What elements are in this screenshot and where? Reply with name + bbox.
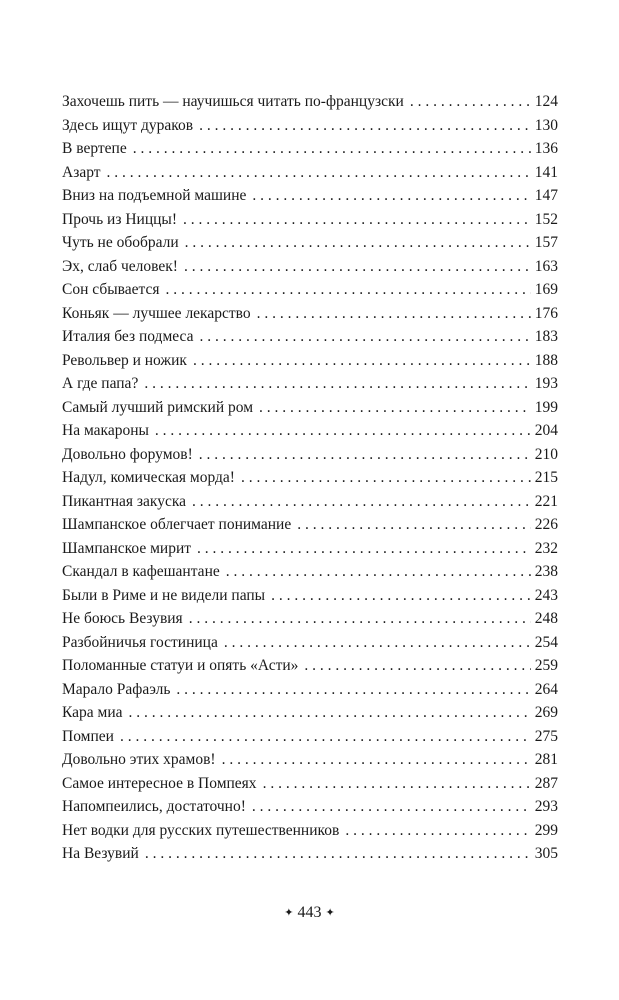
toc-dot-leader [165,278,530,302]
toc-entry-title: Шампанское мирит [62,539,192,557]
toc-entry-title: Захочешь пить — научишься читать по-французски [62,93,404,110]
table-of-contents [62,90,558,866]
toc-entry[interactable] [62,443,558,467]
toc-entry-page-number: 248 [534,610,558,627]
toc-entry-page-number: 210 [534,445,558,463]
toc-entry-title: Револьвер и ножик [62,351,187,369]
toc-dot-leader [155,419,531,443]
toc-entry[interactable] [62,490,558,514]
toc-entry-page-number: 238 [534,563,558,580]
toc-entry[interactable] [62,137,558,161]
toc-dot-leader [193,349,531,373]
toc-entry-page-number: 215 [534,469,558,486]
toc-entry[interactable] [62,208,558,232]
toc-entry-title: В вертепе [62,140,127,157]
toc-dot-leader [259,396,531,420]
toc-entry[interactable] [62,325,558,349]
toc-dot-leader [197,537,531,561]
toc-dot-leader [241,466,531,490]
toc-entry-title: Азарт [62,163,101,181]
toc-entry-page-number: 275 [534,727,558,745]
toc-dot-leader [271,584,531,608]
toc-entry[interactable] [62,607,558,631]
toc-entry-title: Нет водки для русских путешественников [62,821,340,839]
toc-dot-leader [257,302,531,326]
toc-entry-page-number: 130 [534,116,558,134]
toc-dot-leader [176,678,530,702]
toc-entry-title: Помпеи [62,727,114,745]
toc-dot-leader [226,560,531,584]
toc-entry[interactable] [62,842,558,866]
toc-entry[interactable] [62,654,558,678]
toc-dot-leader [133,137,531,161]
toc-dot-leader [252,184,530,208]
toc-entry[interactable] [62,114,558,138]
toc-entry-title: Кара миа [62,704,123,721]
toc-entry-page-number: 183 [534,328,558,345]
toc-entry-page-number: 305 [534,845,558,862]
toc-dot-leader [224,631,531,655]
toc-entry[interactable] [62,795,558,819]
toc-dot-leader [189,607,531,631]
toc-entry-page-number: 293 [534,798,558,815]
toc-dot-leader [192,490,531,514]
toc-dot-leader [199,325,530,349]
toc-entry-title: Вниз на подъемной машине [62,187,247,204]
toc-entry-title: А где папа? [62,375,139,392]
toc-dot-leader [185,231,531,255]
toc-entry-title: Разбойничья гостиница [62,633,218,651]
toc-entry-page-number: 141 [534,163,558,181]
toc-dot-leader [199,443,531,467]
toc-entry[interactable] [62,419,558,443]
right-ornament-icon: ✦ [325,907,335,919]
toc-entry[interactable] [62,231,558,255]
toc-dot-leader [252,795,531,819]
toc-dot-leader [263,772,531,796]
toc-dot-leader [145,842,531,866]
toc-entry-title: Не боюсь Везувия [62,610,183,627]
toc-entry-title: Скандал в кафешантане [62,563,220,580]
toc-entry-title: Надул, комическая морда! [62,469,235,486]
toc-entry[interactable] [62,513,558,537]
toc-entry-page-number: 157 [534,234,558,251]
toc-entry-title: На Везувий [62,845,139,862]
toc-entry-page-number: 299 [534,821,558,839]
toc-entry-page-number: 226 [534,516,558,533]
toc-entry[interactable] [62,255,558,279]
toc-entry-page-number: 188 [534,351,558,369]
toc-entry[interactable] [62,772,558,796]
toc-entry-page-number: 136 [534,140,558,157]
toc-entry-title: Прочь из Ниццы! [62,210,177,228]
toc-dot-leader [144,372,530,396]
toc-entry-title: Марало Рафаэль [62,680,171,698]
toc-entry-page-number: 169 [534,281,558,298]
toc-dot-leader [120,725,531,749]
toc-entry[interactable] [62,537,558,561]
toc-dot-leader [184,255,531,279]
toc-dot-leader [129,701,531,725]
toc-entry-title: На макароны [62,422,149,439]
toc-entry-page-number: 152 [534,210,558,228]
toc-entry-page-number: 147 [534,187,558,204]
toc-entry-page-number: 163 [534,257,558,275]
toc-entry-page-number: 232 [534,539,558,557]
toc-entry[interactable] [62,466,558,490]
toc-entry-page-number: 254 [534,633,558,651]
toc-list [62,90,558,866]
toc-dot-leader [297,513,531,537]
toc-entry-title: Напомпеились, достаточно! [62,798,246,815]
toc-entry-page-number: 193 [534,375,558,392]
toc-dot-leader [410,90,531,114]
toc-entry[interactable] [62,584,558,608]
toc-entry-page-number: 287 [534,774,558,792]
toc-entry[interactable] [62,631,558,655]
toc-entry-title: Здесь ищут дураков [62,116,194,134]
toc-entry-page-number: 124 [534,93,558,110]
toc-entry-title: Были в Риме и не видели папы [62,586,266,604]
toc-dot-leader [183,208,531,232]
toc-entry-page-number: 264 [534,680,558,698]
toc-entry-page-number: 199 [534,398,558,416]
toc-dot-leader [107,161,531,185]
toc-dot-leader [304,654,530,678]
toc-entry[interactable] [62,396,558,420]
toc-entry-page-number: 259 [534,657,558,674]
toc-entry-page-number: 281 [534,751,558,768]
toc-entry-page-number: 204 [534,422,558,439]
toc-entry-title: Довольно этих храмов! [62,751,216,768]
toc-entry-page-number: 176 [534,304,558,322]
toc-entry[interactable] [62,349,558,373]
toc-entry-title: Шампанское облегчает понимание [62,516,292,533]
toc-entry[interactable] [62,560,558,584]
toc-entry[interactable] [62,302,558,326]
toc-entry-title: Самое интересное в Помпеях [62,774,257,792]
toc-dot-leader [345,819,530,843]
toc-entry[interactable] [62,278,558,302]
toc-entry-title: Сон сбывается [62,281,160,298]
toc-entry[interactable] [62,372,558,396]
toc-entry[interactable] [62,678,558,702]
toc-dot-leader [199,114,531,138]
toc-entry-title: Италия без подмеса [62,328,194,345]
toc-entry-page-number: 221 [534,492,558,510]
toc-entry-page-number: 243 [534,586,558,604]
toc-entry[interactable] [62,90,558,114]
toc-entry-title: Чуть не обобрали [62,234,179,251]
toc-entry-title: Коньяк — лучшее лекарство [62,304,251,322]
toc-entry[interactable] [62,161,558,185]
toc-entry[interactable] [62,748,558,772]
toc-entry[interactable] [62,725,558,749]
page-number: 443 [297,904,322,921]
toc-entry[interactable] [62,184,558,208]
toc-entry[interactable] [62,701,558,725]
toc-entry[interactable] [62,819,558,843]
toc-entry-title: Довольно форумов! [62,445,193,463]
toc-entry-page-number: 269 [534,704,558,721]
toc-entry-title: Поломанные статуи и опять «Асти» [62,657,299,674]
toc-entry-title: Эх, слаб человек! [62,257,178,275]
toc-entry-title: Самый лучший римский ром [62,398,254,416]
left-ornament-icon: ✦ [284,907,294,919]
page-number-footer [0,903,619,923]
toc-dot-leader [222,748,531,772]
toc-entry-title: Пикантная закуска [62,492,187,510]
